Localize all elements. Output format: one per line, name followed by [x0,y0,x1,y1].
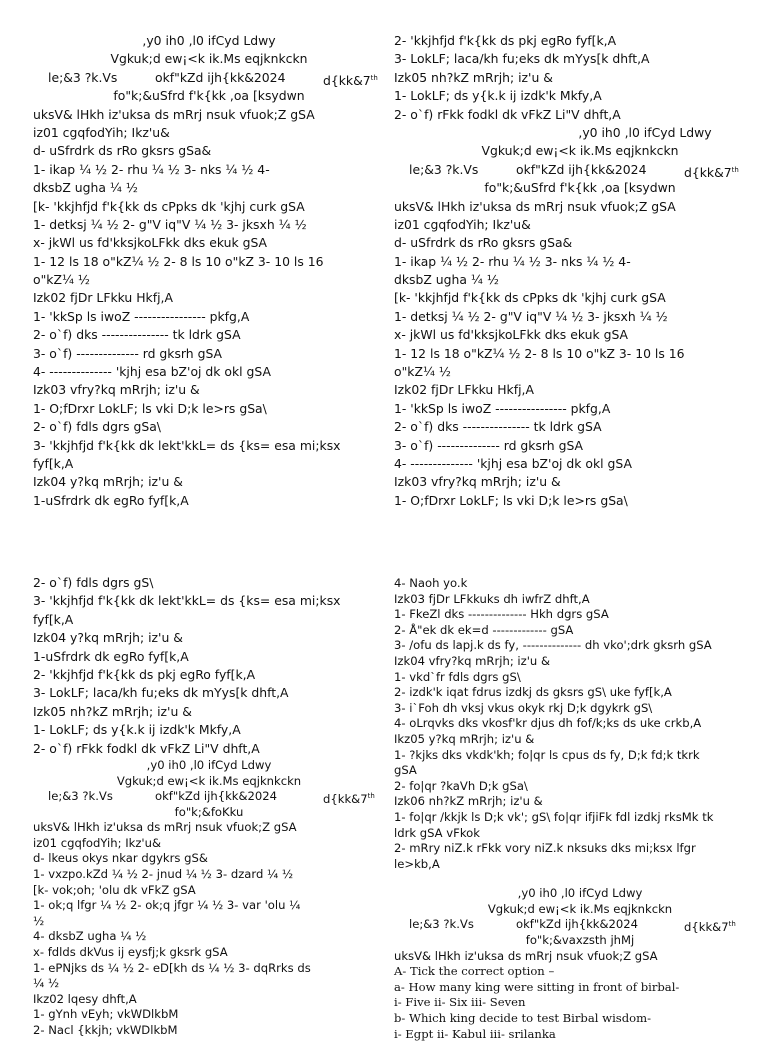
question-line: 4- oLrqvks dks vkosf'kr djus dh fof/k;ks ds uke crkb,A [394,716,702,731]
question-line: 3- LokLF; laca/kh fu;eks dk mYys[k dhft,A [394,51,650,67]
question-line: 1- ikap ¼ ½ 2- rhu ¼ ½ 3- nks ¼ ½ 4- [33,161,270,177]
question-line: iz01 cgqfodYih; Ikz'u& [33,835,161,850]
exam-title: okf"kZd ijh{kk&2024 [516,917,639,932]
question-line: 2- Nacl {kkjh; vkWDlkbM [33,1023,178,1037]
school-name: ,y0 ih0 ,l0 ifCyd Ldwy [578,124,712,140]
question-line: 3- 'kkjhfjd f'k{kk dk lekt'kkL= ds {ks= esa mi;ksx [33,437,341,453]
question-line: 1- FkeZl dks -------------- Hkh dgrs gSA [394,607,609,622]
exam-subject: fo"k;&vaxzsth jhMj [525,933,635,948]
question-line: [k- 'kkjhfjd f'k{kk ds cPpks dk 'kjhj curk gSA [394,290,666,306]
question-line: x- fdlds dkVus ij eysfj;k gksrk gSA [33,945,228,960]
exam-time: le;&3 ?k.Vs [48,789,113,804]
question-line: Izk03 vfry?kq mRrjh; iz'u & [33,382,200,398]
question-line: ¼ ½ [33,976,60,991]
exam-meta-row [394,161,766,179]
exam-class [684,917,736,935]
question-line: 4- Naoh yo.k [394,576,468,590]
question-line: fyf[k,A [33,611,74,627]
question-line: b- Which king decide to test Birbal wisdom- [394,1011,652,1026]
school-name: ,y0 ih0 ,l0 ifCyd Ldwy [517,886,643,901]
question-line: 2- o`f) rFkk fodkl dk vFkZ Li"V dhft,A [33,740,260,756]
exam-time: le;&3 ?k.Vs [409,161,479,177]
question-list [394,198,766,511]
question-line: 3- o`f) -------------- rd gksrh gSA [33,345,223,361]
question-line: 1- ePNjks ds ¼ ½ 2- eD[kh ds ¼ ½ 3- dqRrks ds [33,960,311,975]
question-line: Izk04 y?kq mRrjh; iz'u & [33,474,183,490]
school-name: ,y0 ih0 ,l0 ifCyd Ldwy [146,757,272,772]
question-line: 2- 'kkjhfjd f'k{kk ds pkj egRo fyf[k,A [394,33,617,48]
question-line: Izk03 vfry?kq mRrjh; iz'u & [394,474,561,490]
question-line: uksV& lHkh iz'uksa ds mRrj nsuk vfuok;Z gSA [33,106,315,122]
question-line: 1- LokLF; ds y{k.k ij izdk'k Mkfy,A [394,88,602,104]
question-line: 2- o`f) dks --------------- tk ldrk gSA [394,419,602,435]
question-line: 4- dksbZ ugha ¼ ½ [33,929,147,944]
school-name: ,y0 ih0 ,l0 ifCyd Ldwy [142,33,276,48]
question-line: le>kb,A [394,856,440,871]
question-line: 4- -------------- 'kjhj esa bZ'oj dk okl gSA [394,455,632,471]
question-line: uksV& lHkh iz'uksa ds mRrj nsuk vfuok;Z gSA [33,820,297,835]
exam-subject: fo"k;&foKku [174,804,244,819]
exam-time: le;&3 ?k.Vs [409,917,474,932]
question-line: d- lkeus okys nkar dgykrs gS& [33,851,208,866]
paper-top-right [394,32,766,510]
question-line: 2- o`f) fdls dgrs gS\ [33,575,154,590]
exam-subject: fo"k;&uSfrd f'k{kk ,oa [ksydwn [484,180,676,196]
question-line: 3- o`f) -------------- rd gksrh gSA [394,437,584,453]
school-address: Vgkuk;d ew¡<k ik.Ms eqjknkckn [487,901,673,916]
question-line: fyf[k,A [33,455,74,471]
question-line: x- jkWl us fd'kksjkoLFkk dks ekuk gSA [33,235,268,251]
exam-class-label: d{kk&7 [684,164,732,180]
exam-time: le;&3 ?k.Vs [48,69,118,85]
exam-class-label: d{kk&7 [323,791,368,806]
question-line: a- How many king were sitting in front of birbal- [394,979,680,994]
question-line: gSA [394,763,417,778]
exam-class-sup: th [731,165,739,174]
exam-meta-row [394,917,766,933]
question-list [33,106,385,511]
paper-top-left [33,32,385,510]
question-line: x- jkWl us fd'kksjkoLFkk dks ekuk gSA [394,327,629,343]
question-line: [k- vok;oh; 'olu dk vFkZ gSA [33,882,196,897]
question-line: 1-uSfrdrk dk egRo fyf[k,A [33,492,189,508]
question-line: d- uSfrdrk ds rRo gksrs gSa& [33,143,212,159]
question-line: iz01 cgqfodYih; Ikz'u& [394,216,531,232]
question-line: 1- ?kjks dks vkdk'kh; fo|qr ls cpus ds fy, D;k fd;k tkrk [394,747,700,762]
question-line: 1- O;fDrxr LokLF; ls vki D;k le>rs gSa\ [33,400,267,416]
exam-class [323,789,375,807]
question-line: Ikz05 y?kq mRrjh; iz'u & [394,731,535,746]
exam-meta-row [33,69,385,87]
question-line: 1- 12 ls 18 o"kZ¼ ½ 2- 8 ls 10 o"kZ 3- 10 ls 16 [394,345,685,361]
question-line: iz01 cgqfodYih; Ikz'u& [33,124,170,140]
school-address: Vgkuk;d ew¡<k ik.Ms eqjknkckn [481,143,679,159]
question-line: Izk02 fjDr LFkku Hkfj,A [394,382,534,398]
question-line: 1- fo|qr /kkjk ls D;k vk'; gS\ fo|qr ifjiFk fdl izdkj rksMk tk [394,809,714,824]
question-line: 3- 'kkjhfjd f'k{kk dk lekt'kkL= ds {ks= esa mi;ksx [33,593,341,609]
question-line: Izk05 nh?kZ mRrjh; iz'u & [33,703,192,719]
exam-class [323,69,378,91]
question-line: 2- 'kkjhfjd f'k{kk ds pkj egRo fyf[k,A [33,666,256,682]
paper-bottom-left [33,574,385,1039]
exam-subject: fo"k;&uSfrd f'k{kk ,oa [ksydwn [113,88,305,104]
question-list [394,949,766,965]
question-line: Izk04 vfry?kq mRrjh; iz'u & [394,653,550,668]
question-list-continued [394,576,766,872]
exam-class-label: d{kk&7 [323,72,371,88]
exam-class-sup: th [728,920,736,929]
question-line: 1- gYnh vEyh; vkWDlkbM [33,1007,179,1022]
question-line: Izk06 nh?kZ mRrjh; iz'u & [394,794,543,809]
exam-title: okf"kZd ijh{kk&2024 [516,161,647,177]
question-line: d- uSfrdrk ds rRo gksrs gSa& [394,235,573,251]
question-list [33,820,385,1038]
question-line: 3- /ofu ds lapj.k ds fy, -------------- dh vko';drk gksrh gSA [394,638,712,653]
question-line: 1- detksj ¼ ½ 2- g"V iq"V ¼ ½ 3- jksxh ¼ ½ [394,308,668,324]
question-line: Izk03 fjDr LFkkuks dh iwfrZ dhft,A [394,591,590,606]
question-line: Izk04 y?kq mRrjh; iz'u & [33,630,183,646]
question-line: i- Egpt ii- Kabul iii- srilanka [394,1026,556,1041]
question-line: 4- -------------- 'kjhj esa bZ'oj dk okl gSA [33,364,271,380]
question-line: 2- fo|qr ?kaVh D;k gSa\ [394,778,528,793]
exam-title: okf"kZd ijh{kk&2024 [155,789,278,804]
question-line: 2- o`f) dks --------------- tk ldrk gSA [33,327,241,343]
question-line: Ikz02 lqesy dhft,A [33,991,137,1006]
question-line: 1- 'kkSp ls iwoZ ---------------- pkfg,A [33,308,250,324]
question-line: 2- o`f) fdls dgrs gSa\ [33,419,161,435]
exam-title: okf"kZd ijh{kk&2024 [155,69,286,85]
question-list-continued [33,574,385,758]
question-line: Izk02 fjDr LFkku Hkfj,A [33,290,173,306]
exam-class-sup: th [367,792,375,801]
paper-bottom-right [394,576,766,1042]
question-line: 1- ok;q lfgr ¼ ½ 2- ok;q jfgr ¼ ½ 3- var 'olu ¼ [33,898,301,913]
question-line: 2- mRry niZ.k rFkk vory niZ.k nksuks dks mi;ksx lfgr [394,841,696,856]
question-line: 1- detksj ¼ ½ 2- g"V iq"V ¼ ½ 3- jksxh ¼ ½ [33,216,307,232]
question-line: 3- LokLF; laca/kh fu;eks dk mYys[k dhft,A [33,685,289,701]
question-line: 3- i`Foh dh vksj vkus okyk rkj D;k dgykrk gS\ [394,700,653,715]
question-line: 1- O;fDrxr LokLF; ls vki D;k le>rs gSa\ [394,492,628,508]
question-line: 1- LokLF; ds y{k.k ij izdk'k Mkfy,A [33,722,241,738]
question-line: 1- vxzpo.kZd ¼ ½ 2- jnud ¼ ½ 3- dzard ¼ ½ [33,867,294,882]
school-address: Vgkuk;d ew¡<k ik.Ms eqjknkckn [116,773,302,788]
question-line: 1- vkd`fr fdls dgrs gS\ [394,669,521,684]
exam-class [684,161,739,183]
question-line: o"kZ¼ ½ [394,364,451,380]
question-line: ldrk gSA vFkok [394,825,480,840]
question-line: dksbZ ugha ¼ ½ [394,272,499,288]
question-line: [k- 'kkjhfjd f'k{kk ds cPpks dk 'kjhj curk gSA [33,198,305,214]
question-line: dksbZ ugha ¼ ½ [33,180,138,196]
exam-meta-row [33,789,385,805]
english-question-list [394,964,766,1042]
question-line: Izk05 nh?kZ mRrjh; iz'u & [394,69,553,85]
question-line: uksV& lHkh iz'uksa ds mRrj nsuk vfuok;Z gSA [394,198,676,214]
school-address: Vgkuk;d ew¡<k ik.Ms eqjknkckn [110,51,308,67]
question-line: 1- ikap ¼ ½ 2- rhu ¼ ½ 3- nks ¼ ½ 4- [394,253,631,269]
exam-class-sup: th [370,73,378,82]
question-line: 2- Å"ek dk ek=d ------------- gSA [394,622,574,637]
question-line: 2- izdk'k iqat fdrus izdkj ds gksrs gS\ uke fyf[k,A [394,685,672,700]
question-line: 2- o`f) rFkk fodkl dk vFkZ Li"V dhft,A [394,106,621,122]
question-line: uksV& lHkh iz'uksa ds mRrj nsuk vfuok;Z gSA [394,948,658,963]
question-line: i- Five ii- Six iii- Seven [394,995,526,1010]
question-line: 1- 12 ls 18 o"kZ¼ ½ 2- 8 ls 10 o"kZ 3- 10 ls 16 [33,253,324,269]
question-line: ½ [33,913,45,928]
question-list-continued [394,32,766,124]
question-line: A- Tick the correct option – [394,964,555,979]
exam-class-label: d{kk&7 [684,920,729,935]
question-line: 1- 'kkSp ls iwoZ ---------------- pkfg,A [394,400,611,416]
question-line: o"kZ¼ ½ [33,272,90,288]
question-line: 1-uSfrdrk dk egRo fyf[k,A [33,648,189,664]
